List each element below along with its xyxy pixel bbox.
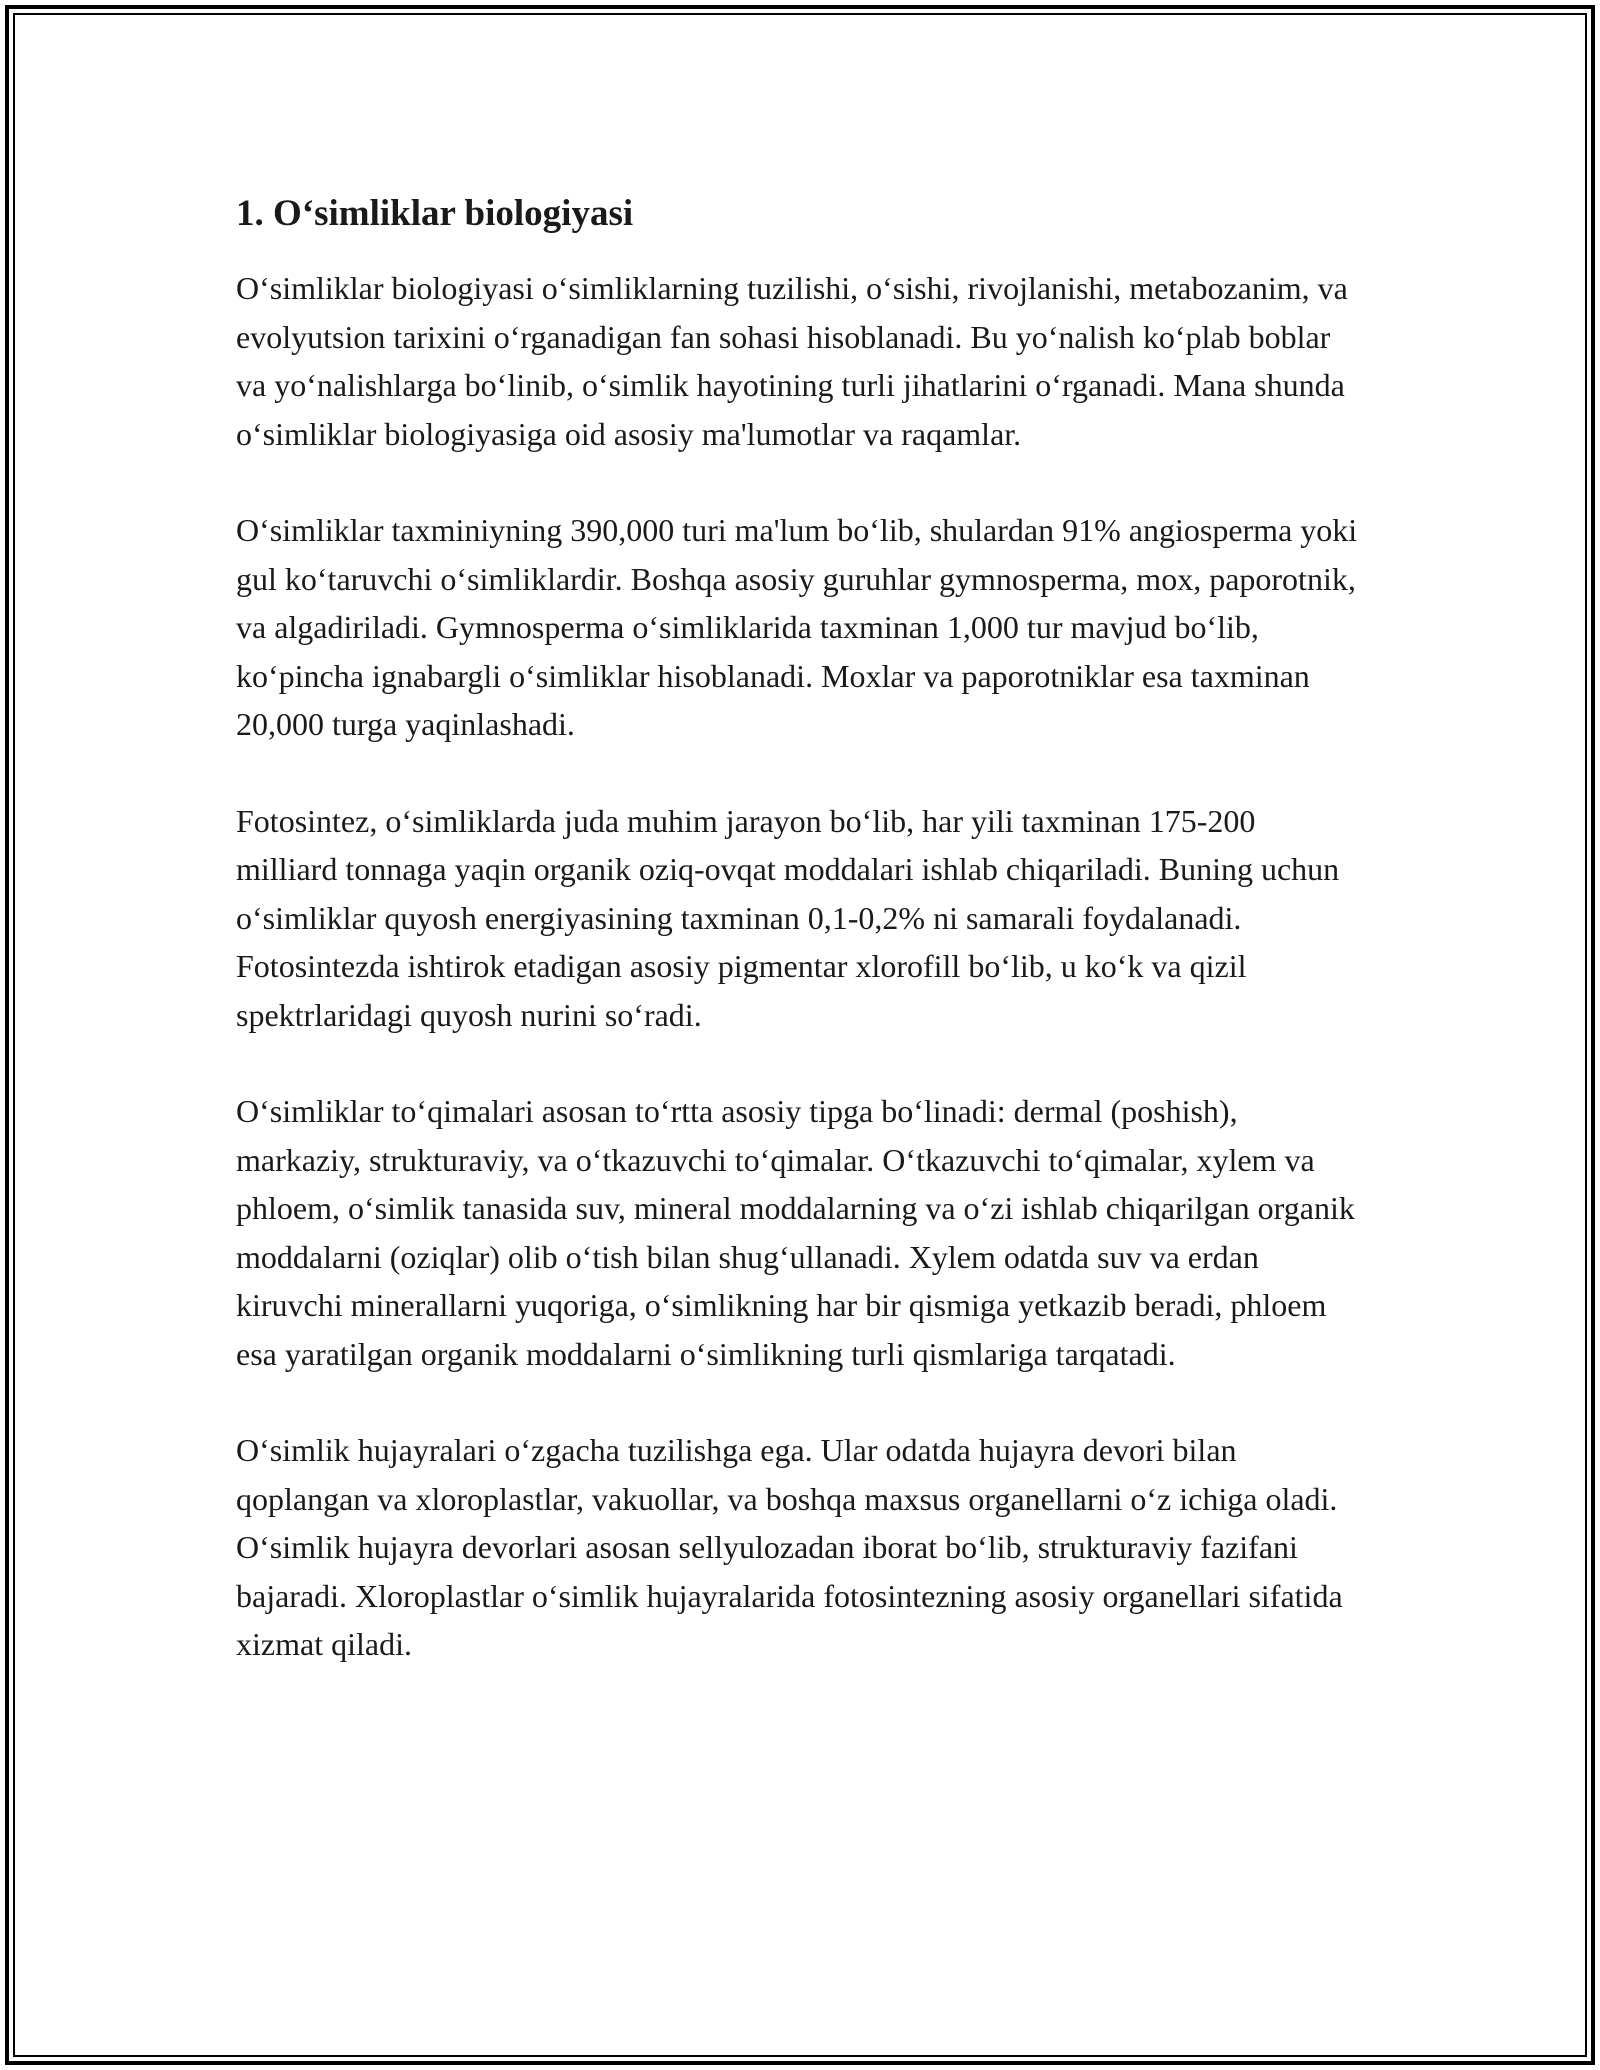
paragraph-3: Fotosintez, o‘simliklarda juda muhim jarayon bo‘lib, har yili taxminan 175-200 milliard tonnaga yaqin organik oziq-ovqat moddalari ishlab chiqariladi. Buning uchun o‘simliklar quyosh energiyasining taxminan 0,1-0,2% ni samarali foydalanadi. Fotosintezda ishtirok etadigan asosiy pigmentar xlorofill bo‘lib, u ko‘k va qizil spektrlaridagi quyosh nurini so‘radi. <box>236 802 1340 1033</box>
paragraph-1: O‘simliklar biologiyasi o‘simliklarning tuzilishi, o‘sishi, rivojlanishi, metabozanim, va evolyutsion tarixini o‘rganadigan fan sohasi hisoblanadi. Bu yo‘nalish ko‘plab boblar va yo‘nalishlarga bo‘linib, o‘simlik hayotining turli jihatlarini o‘rganadi. Mana shunda o‘simliklar biologiyasiga oid asosiy ma'lumotlar va raqamlar. <box>236 270 1348 452</box>
document-body <box>236 186 1361 1717</box>
paragraph-5: O‘simlik hujayralari o‘zgacha tuzilishga ega. Ular odatda hujayra devori bilan qoplangan va xloroplastlar, vakuollar, va boshqa maxsus organellarni o‘z ichiga oladi. O‘simlik hujayra devorlari asosan sellyulozadan iborat bo‘lib, strukturaviy fazifani bajaradi. Xloroplastlar o‘simlik hujayralarida fotosintezning asosiy organellari sifatida xizmat qiladi. <box>236 1432 1343 1662</box>
paragraph-2: O‘simliklar taxminiyning 390,000 turi ma'lum bo‘lib, shulardan 91% angiosperma yoki gul ko‘taruvchi o‘simliklardir. Boshqa asosiy guruhlar gymnosperma, mox, paporotnik, va algadiriladi. Gymnosperma o‘simliklarida taxminan 1,000 tur mavjud bo‘lib, ko‘pincha ignabargli o‘simliklar hisoblanadi. Moxlar va paporotniklar esa taxminan 20,000 turga yaqinlashadi. <box>236 512 1358 742</box>
paragraph-4: O‘simliklar to‘qimalari asosan to‘rtta asosiy tipga bo‘linadi: dermal (poshish), markaziy, strukturaviy, va o‘tkazuvchi to‘qimalar. O‘tkazuvchi to‘qimalar, xylem va phloem, o‘simlik tanasida suv, mineral moddalarning va o‘zi ishlab chiqarilgan organik moddalarni (oziqlar) olib o‘tish bilan shug‘ullanadi. Xylem odatda suv va erdan kiruvchi minerallarni yuqoriga, o‘simlikning har bir qismiga yetkazib beradi, phloem esa yaratilgan organik moddalarni o‘simlikning turli qismlariga tarqatadi. <box>236 1093 1355 1372</box>
section-title: 1. O‘simliklar biologiyasi <box>236 193 634 234</box>
